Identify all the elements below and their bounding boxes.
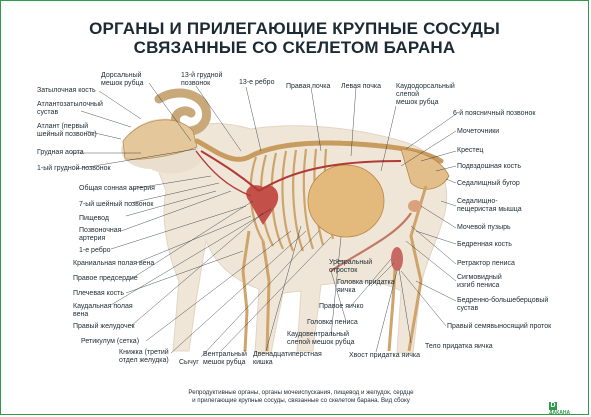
label-cranial-vena-cava: Краниальная полая вена	[73, 260, 155, 267]
label-13th-rib: 13-е ребро	[239, 79, 275, 86]
label-sigmoid-flexure: Сигмовидный изгиб пениса	[457, 274, 502, 289]
label-sacrum: Крестец	[457, 147, 484, 154]
label-femur: Бедренная кость	[457, 241, 512, 248]
label-caudoventral-blind-sac: Каудовентральный слепой мешок рубца	[287, 331, 355, 346]
label-thoracic-aorta: Грудная аорта	[37, 149, 84, 156]
label-right-ventricle: Правый желудочек	[73, 323, 135, 330]
label-13th-thoracic-vertebra: 13-й грудной позвонок	[181, 72, 223, 87]
label-omasum: Книжка (третий отдел желудка)	[119, 349, 169, 364]
label-1st-thoracic-vertebra: 1-ый грудной позвонок	[37, 165, 111, 172]
label-right-kidney: Правая почка	[286, 83, 331, 90]
label-atlas: Атлант (первый шейный позвонок)	[37, 123, 97, 138]
label-esophagus: Пищевод	[79, 215, 109, 222]
label-urethral-process: Уретральный отросток	[329, 259, 373, 274]
label-caudal-vena-cava: Каудальная полая вена	[73, 303, 133, 318]
label-urinary-bladder: Мочевой пузырь	[457, 224, 511, 231]
label-reticulum: Ретикулум (сетка)	[81, 338, 140, 345]
logo-text: ДАКАНА	[549, 410, 571, 415]
label-occipital-bone: Затылочная кость	[37, 87, 96, 94]
label-abomasum: Сычуг	[179, 359, 199, 366]
label-vertebral-artery: Позвоночная артерия	[79, 227, 122, 242]
label-dorsal-rumen-sac: Дорсальный мешок рубца	[101, 72, 144, 87]
label-ischial-tuberosity: Седалищный бугор	[457, 180, 520, 187]
label-left-kidney: Левая почка	[341, 83, 382, 90]
publisher-logo	[549, 402, 579, 415]
label-caudodorsal-blind-sac: Каудодорсальный слепой мешок рубца	[396, 83, 455, 106]
label-1st-rib: 1-е ребро	[79, 247, 111, 254]
label-6th-lumbar-vertebra: 6-й поясничный позвонок	[453, 110, 536, 117]
label-duodenum: Двенадцатиперстная кишка	[253, 351, 322, 366]
label-ischiocavernosus-muscle: Седалищно- пещеристая мышца	[457, 198, 522, 213]
label-atlanto-occipital-joint: Атлантозатылочный сустав	[37, 101, 103, 116]
label-epididymis-body: Тело придатка яичка	[425, 343, 493, 350]
label-ilium: Подвздошная кость	[457, 163, 522, 170]
label-femorotibial-joint: Бедренно-большеберцовый сустав	[457, 297, 549, 312]
label-right-ductus-deferens: Правый семявыносящий проток	[447, 323, 552, 330]
label-ventral-rumen-sac: Вентральный мешок рубца	[203, 351, 247, 366]
poster-title-line-2: СВЯЗАННЫЕ СО СКЕЛЕТОМ БАРАНА	[133, 38, 456, 57]
label-right-testis: Правое яичко	[319, 303, 364, 310]
label-right-atrium: Правое предсердие	[73, 275, 138, 282]
label-epididymis-tail: Хвост придатка яичка	[349, 352, 420, 359]
logo-mark: D	[550, 402, 556, 409]
poster-title-line-1: ОРГАНЫ И ПРИЛЕГАЮЩИЕ КРУПНЫЕ СОСУДЫ	[89, 19, 500, 38]
bladder	[408, 200, 422, 212]
rumen	[308, 165, 384, 237]
poster-caption: Репродуктивные органы, органы мочеиспускания, пищевод и желудок, сердце и прилегающие крупные сосуды, связанные со скелетом барана. Вид сбоку	[188, 389, 414, 404]
label-7th-cervical-vertebra: 7-ый шейный позвонок	[79, 201, 154, 208]
testis	[391, 247, 403, 271]
label-common-carotid-artery: Общая сонная артерия	[79, 185, 155, 192]
label-epididymis-head: Головка придатка яичка	[337, 279, 395, 294]
label-glans-penis: Головка пениса	[307, 319, 358, 326]
label-ureters: Мочеточники	[457, 128, 500, 135]
label-humerus: Плечевая кость	[73, 290, 124, 297]
label-retractor-penis: Ретрактор пениса	[457, 260, 515, 267]
